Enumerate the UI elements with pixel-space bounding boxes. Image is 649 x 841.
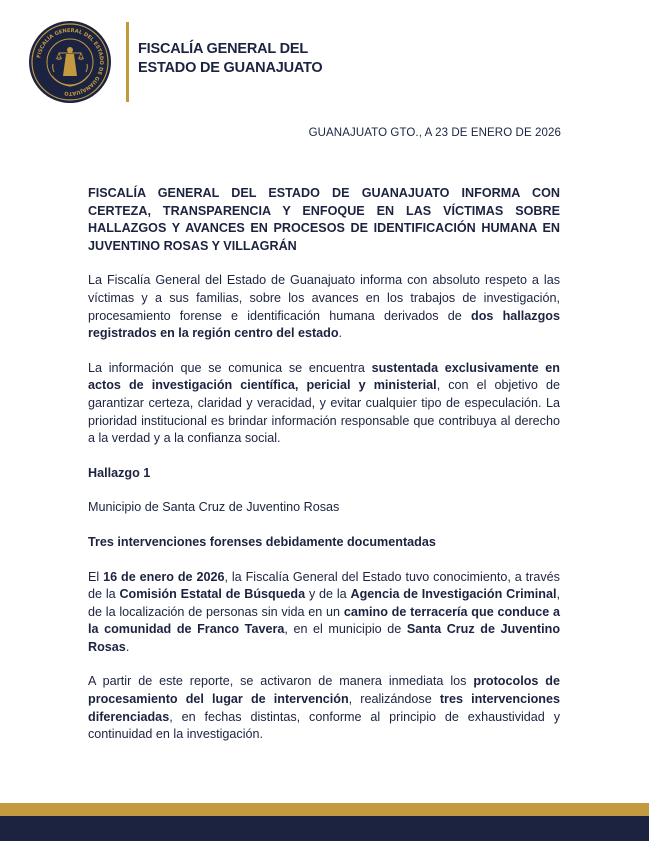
footer-navy-stripe bbox=[0, 816, 649, 841]
footer-gold-stripe bbox=[0, 803, 649, 816]
municipio-line: Municipio de Santa Cruz de Juventino Rosas bbox=[88, 500, 340, 515]
fiscalia-seal-logo bbox=[28, 20, 112, 104]
footer-band bbox=[0, 803, 649, 841]
paragraph-hallazgo-details: El 16 de enero de 2026, la Fiscalía General del Estado tuvo conocimiento, a través de la Comisión Estatal de Búsqueda y de la Agencia de Investigación Criminal, de la localización de personas sin vida en un camino de terracería que conduce a la comunidad de Franco Tavera, en el municipio de Santa Cruz de Juventino Rosas. bbox=[88, 569, 561, 654]
paragraph-protocolos: A partir de este reporte, se activaron de manera inmediata los protocolos de procesamiento del lugar de intervención, realizándose tres intervenciones diferenciadas, en fechas distintas, conforme al principio de exhaustividad y continuidad en la investigación. bbox=[88, 674, 560, 742]
press-release-title: FISCALÍA GENERAL DEL ESTADO DE GUANAJUATO INFORMA CON CERTEZA, TRANSPARENCIA Y ENFOQUE EN LAS VÍCTIMAS SOBRE HALLAZGOS Y AVANCES EN PROCESOS DE IDENTIFICACIÓN HUMANA EN JUVENTINO ROSAS Y VILLAGRÁN bbox=[88, 186, 560, 253]
org-name-line2: ESTADO DE GUANAJUATO bbox=[138, 60, 323, 76]
organization-name bbox=[138, 40, 323, 78]
paragraph-intro: La Fiscalía General del Estado de Guanajuato informa con absoluto respeto a las víctimas y a sus familias, sobre los avances en los trabajos de investigación, procesamiento forense e identificación humana derivados de dos hallazgos registrados en la región centro del estado. bbox=[88, 273, 560, 341]
hallazgo-heading: Hallazgo 1 bbox=[88, 465, 151, 480]
header-divider bbox=[126, 22, 129, 102]
org-name-line1: FISCALÍA GENERAL DEL bbox=[138, 41, 309, 57]
dateline: GUANAJUATO GTO., A 23 DE ENERO DE 2026 bbox=[308, 127, 561, 139]
paragraph-sustentada: La información que se comunica se encuentra sustentada exclusivamente en actos de investigación científica, pericial y ministerial, con el objetivo de garantizar certeza, claridad y veracidad, y evitar cualquier tipo de especulación. La prioridad institucional es brindar información responsable que contribuya al derecho a la verdad y a la confianza social. bbox=[88, 360, 560, 446]
seal-text: FISCALÍA GENERAL DEL ESTADO DE GUANAJUATO bbox=[36, 27, 105, 97]
press-release-body bbox=[88, 185, 560, 761]
section-subheading: Tres intervenciones forenses debidamente documentadas bbox=[88, 534, 436, 549]
